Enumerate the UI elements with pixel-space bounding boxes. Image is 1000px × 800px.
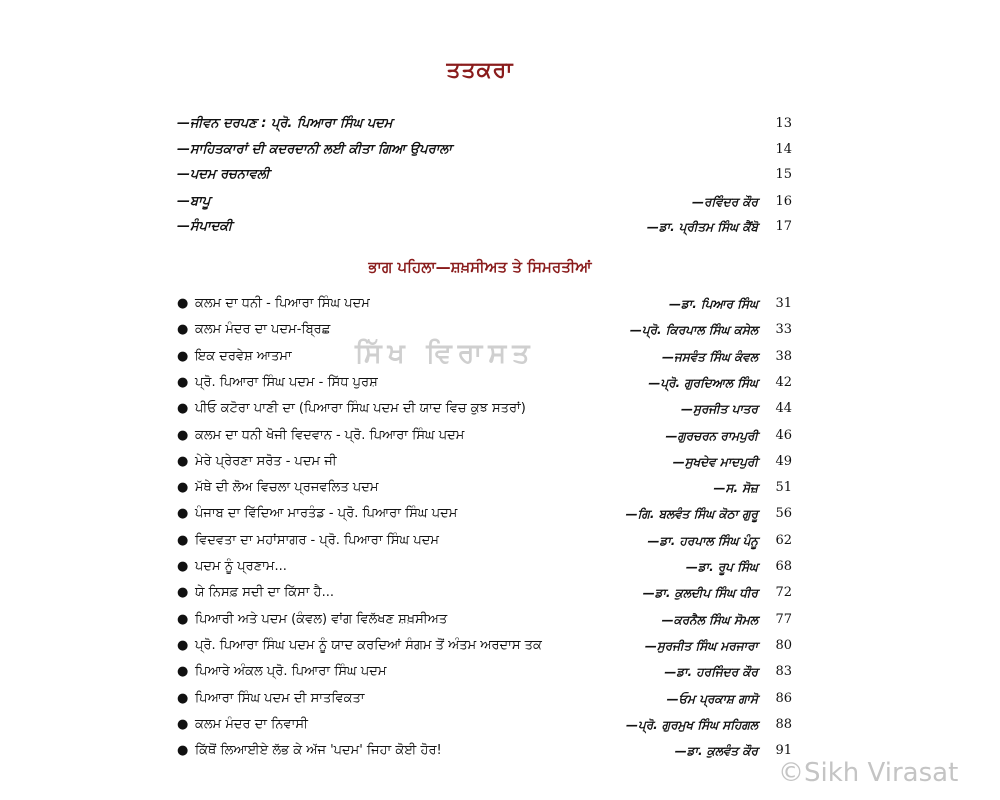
- watermark-text: ਸਿੱਖ ਵਿਰਾਸਤ: [355, 338, 536, 369]
- toc-row: [0, 529, 1000, 553]
- page-number: 86: [775, 691, 792, 706]
- entry-author: —ਸੁਖਦੇਵ ਮਾਦਪੁਰੀ: [672, 455, 758, 469]
- entry-author: —ਸ. ਸੋਜ਼: [713, 481, 758, 495]
- entry-author: —ਗੁਰਚਰਨ ਰਾਮਪੁਰੀ: [665, 429, 758, 443]
- toc-row: [0, 292, 1000, 316]
- entry-author: —ਡਾ. ਕੁਲਦੀਪ ਸਿੰਘ ਧੀਰ: [642, 586, 758, 600]
- entry-author: —ਡਾ. ਪ੍ਰੀਤਮ ਸਿੰਘ ਕੈਂਬੋ: [646, 220, 758, 234]
- entry-author: —ਡਾ. ਰੂਪ ਸਿੰਘ: [685, 560, 758, 574]
- bullet-icon: ●: [177, 506, 189, 521]
- bullet-icon: ●: [177, 480, 189, 495]
- entry-author: —ਪ੍ਰੋ. ਗੁਰਦਿਆਲ ਸਿੰਘ: [648, 376, 758, 390]
- toc-row: [0, 687, 1000, 711]
- toc-row: [0, 634, 1000, 658]
- entry-title: ਕਲਮ ਦਾ ਧਨੀ ਖੋਜੀ ਵਿਦਵਾਨ - ਪ੍ਰੋ. ਪਿਆਰਾ ਸਿੰਘ ਪਦਮ: [195, 428, 465, 443]
- entry-title: ਪ੍ਰੋ. ਪਿਆਰਾ ਸਿੰਘ ਪਦਮ - ਸਿੱਧ ਪੁਰਸ਼: [195, 375, 378, 390]
- bullet-icon: ●: [177, 691, 189, 706]
- bullet-icon: ●: [177, 401, 189, 416]
- bullet-icon: ●: [177, 638, 189, 653]
- entry-title: ਪਿਆਰੀ ਅਤੇ ਪਦਮ (ਕੰਵਲ) ਵਾਂਗ ਵਿਲੱਖਣ ਸ਼ਖ਼ਸੀਅਤ: [195, 612, 448, 627]
- page-number: 31: [775, 296, 792, 311]
- copyright-watermark: ©Sikh Virasat: [778, 758, 959, 788]
- entry-author: —ਡਾ. ਕੁਲਵੰਤ ਕੌਰ: [674, 744, 758, 758]
- toc-row: [0, 450, 1000, 474]
- entry-title: —ਬਾਪੂ: [177, 194, 211, 209]
- toc-row: [0, 555, 1000, 579]
- toc-row: [0, 371, 1000, 395]
- page-number: 14: [775, 142, 792, 157]
- entry-title: ਪਦਮ ਨੂੰ ਪ੍ਰਣਾਮ...: [195, 559, 287, 574]
- entry-author: —ਪ੍ਰੋ. ਕਿਰਪਾਲ ਸਿੰਘ ਕਸੇਲ: [629, 323, 758, 337]
- entry-author: —ਡਾ. ਪਿਆਰ ਸਿੰਘ: [668, 297, 758, 311]
- page-number: 38: [775, 349, 792, 364]
- entry-title: ਪੰਜਾਬ ਦਾ ਵਿੱਦਿਆ ਮਾਰਤੰਡ - ਪ੍ਰੋ. ਪਿਆਰਾ ਸਿੰਘ ਪਦਮ: [195, 506, 458, 521]
- toc-row: [0, 476, 1000, 500]
- front-matter-row: [0, 112, 1000, 136]
- bullet-icon: ●: [177, 743, 189, 758]
- entry-title: ਪਿਆਰੇ ਅੰਕਲ ਪ੍ਰੋ. ਪਿਆਰਾ ਸਿੰਘ ਪਦਮ: [195, 664, 387, 679]
- page-number: 51: [775, 480, 792, 495]
- bullet-icon: ●: [177, 533, 189, 548]
- entry-title: ਪਿਆਰਾ ਸਿੰਘ ਪਦਮ ਦੀ ਸਾਤਵਿਕਤਾ: [195, 691, 365, 706]
- entry-title: ਕਲਮ ਮੰਦਰ ਦਾ ਪਦਮ-ਬ੍ਰਿਛ: [195, 322, 331, 337]
- entry-author: —ਪ੍ਰੋ. ਗੁਰਮੁਖ ਸਿੰਘ ਸਹਿਗਲ: [625, 718, 758, 732]
- entry-author: —ਸੁਰਜੀਤ ਸਿੰਘ ਮਰਜਾਰਾ: [644, 639, 758, 653]
- page-number: 91: [775, 743, 792, 758]
- page-number: 44: [775, 401, 792, 416]
- front-matter-row: [0, 215, 1000, 239]
- entry-title: —ਸੰਪਾਦਕੀ: [177, 219, 233, 234]
- page-number: 15: [775, 167, 792, 182]
- page-number: 56: [775, 506, 792, 521]
- page-number: 46: [775, 428, 792, 443]
- page-number: 83: [775, 664, 792, 679]
- page-number: 77: [775, 612, 792, 627]
- page-number: 68: [775, 559, 792, 574]
- entry-title: ਕਿੱਥੋਂ ਲਿਆਈਏ ਲੱਭ ਕੇ ਅੱਜ 'ਪਦਮ' ਜਿਹਾ ਕੋਈ ਹੋਰ!: [195, 743, 442, 758]
- front-matter-row: [0, 190, 1000, 214]
- page-number: 13: [775, 116, 792, 131]
- entry-title: ਇਕ ਦਰਵੇਸ਼ ਆਤਮਾ: [195, 349, 292, 364]
- front-matter-row: [0, 138, 1000, 162]
- entry-author: —ਕਰਨੈਲ ਸਿੰਘ ਸੋਮਲ: [661, 613, 758, 627]
- bullet-icon: ●: [177, 296, 189, 311]
- entry-title: ਪ੍ਰੋ. ਪਿਆਰਾ ਸਿੰਘ ਪਦਮ ਨੂੰ ਯਾਦ ਕਰਦਿਆਂ ਸੰਗਮ ਤੋਂ ਅੰਤਮ ਅਰਦਾਸ ਤਕ: [195, 638, 542, 653]
- page-number: 62: [775, 533, 792, 548]
- bullet-icon: ●: [177, 612, 189, 627]
- entry-title: ਯੇ ਨਿਸਫ਼ ਸਦੀ ਦਾ ਕਿੱਸਾ ਹੈ...: [195, 585, 335, 600]
- bullet-icon: ●: [177, 664, 189, 679]
- entry-title: ਕਲਮ ਦਾ ਧਨੀ - ਪਿਆਰਾ ਸਿੰਘ ਪਦਮ: [195, 296, 370, 311]
- page-number: 88: [775, 717, 792, 732]
- entry-title: ਮੱਥੇ ਦੀ ਲੋਅ ਵਿਚਲਾ ਪ੍ਰਜਵਲਿਤ ਪਦਮ: [195, 480, 379, 495]
- front-matter-row: [0, 163, 1000, 187]
- bullet-icon: ●: [177, 375, 189, 390]
- entry-author: —ਓਮ ਪ੍ਰਕਾਸ਼ ਗਾਸੋ: [666, 692, 758, 706]
- bullet-icon: ●: [177, 428, 189, 443]
- entry-title: ਪੀਓ ਕਟੋਰਾ ਪਾਣੀ ਦਾ (ਪਿਆਰਾ ਸਿੰਘ ਪਦਮ ਦੀ ਯਾਦ ਵਿਚ ਕੁਝ ਸਤਰਾਂ): [195, 401, 526, 416]
- page-number: 33: [775, 322, 792, 337]
- toc-row: [0, 660, 1000, 684]
- toc-row: [0, 424, 1000, 448]
- toc-row: [0, 608, 1000, 632]
- bullet-icon: ●: [177, 454, 189, 469]
- section-heading: ਭਾਗ ਪਹਿਲਾ—ਸ਼ਖ਼ਸੀਅਤ ਤੇ ਸਿਮਰਤੀਆਂ: [368, 258, 592, 276]
- entry-title: ਮੇਰੇ ਪ੍ਰੇਰਣਾ ਸਰੋਤ - ਪਦਮ ਜੀ: [195, 454, 337, 469]
- bullet-icon: ●: [177, 585, 189, 600]
- page-number: 42: [775, 375, 792, 390]
- toc-row: [0, 502, 1000, 526]
- entry-author: —ਡਾ. ਹਰਜਿੰਦਰ ਕੌਰ: [664, 665, 758, 679]
- entry-author: —ਸੁਰਜੀਤ ਪਾਤਰ: [680, 402, 758, 416]
- page-title: ਤਤਕਰਾ: [446, 58, 514, 83]
- toc-row: [0, 397, 1000, 421]
- entry-title: —ਜੀਵਨ ਦਰਪਣ : ਪ੍ਰੋ. ਪਿਆਰਾ ਸਿੰਘ ਪਦਮ: [177, 116, 393, 131]
- page-number: 49: [775, 454, 792, 469]
- page-number: 16: [775, 194, 792, 209]
- toc-row: [0, 581, 1000, 605]
- entry-author: —ਗਿ. ਬਲਵੰਤ ਸਿੰਘ ਕੋਠਾ ਗੁਰੂ: [625, 507, 758, 521]
- page-number: 72: [775, 585, 792, 600]
- entry-author: —ਰਵਿੰਦਰ ਕੌਰ: [691, 195, 758, 209]
- entry-title: ਕਲਮ ਮੰਦਰ ਦਾ ਨਿਵਾਸੀ: [195, 717, 308, 732]
- entry-title: —ਸਾਹਿਤਕਾਰਾਂ ਦੀ ਕਦਰਦਾਨੀ ਲਈ ਕੀਤਾ ਗਿਆ ਉਪਰਾਲਾ: [177, 142, 452, 157]
- bullet-icon: ●: [177, 559, 189, 574]
- toc-row: [0, 713, 1000, 737]
- entry-title: ਵਿਦਵਤਾ ਦਾ ਮਹਾਂਸਾਗਰ - ਪ੍ਰੋ. ਪਿਆਰਾ ਸਿੰਘ ਪਦਮ: [195, 533, 439, 548]
- page-number: 80: [775, 638, 792, 653]
- bullet-icon: ●: [177, 349, 189, 364]
- entry-author: —ਜਸਵੰਤ ਸਿੰਘ ਕੰਵਲ: [662, 350, 758, 364]
- page-number: 17: [775, 219, 792, 234]
- entry-author: —ਡਾ. ਹਰਪਾਲ ਸਿੰਘ ਪੰਨੂ: [647, 534, 758, 548]
- entry-title: —ਪਦਮ ਰਚਨਾਵਲੀ: [177, 167, 270, 182]
- bullet-icon: ●: [177, 322, 189, 337]
- bullet-icon: ●: [177, 717, 189, 732]
